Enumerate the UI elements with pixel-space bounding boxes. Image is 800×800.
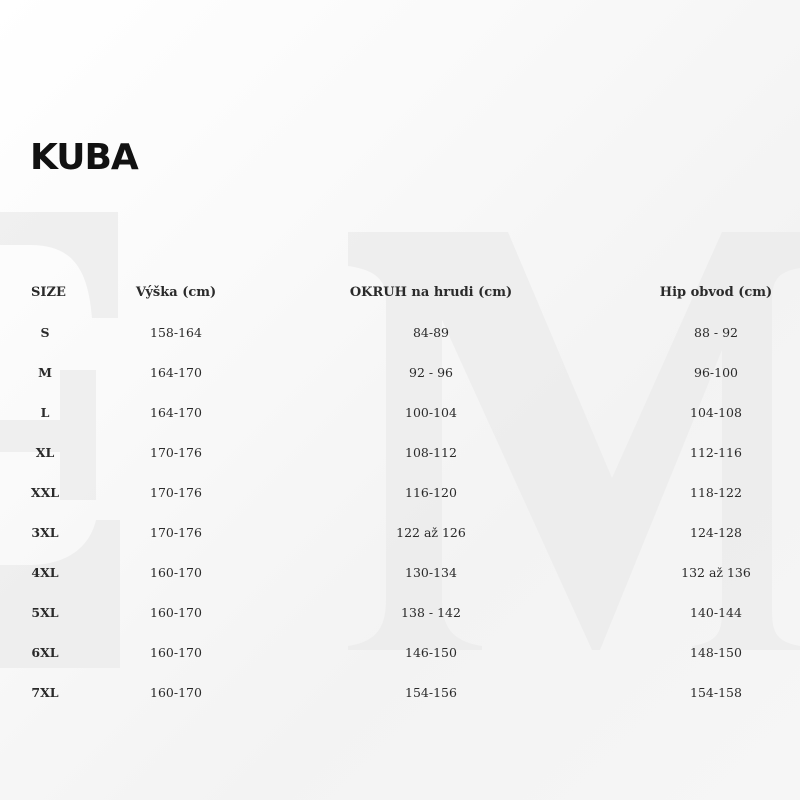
table-row — [0, 473, 800, 513]
cell-height: 160-170 — [150, 685, 202, 700]
cell-chest: 146-150 — [405, 645, 457, 660]
table-row — [0, 553, 800, 593]
cell-chest: 138 - 142 — [401, 605, 461, 620]
cell-height: 170-176 — [150, 445, 202, 460]
cell-chest: 116-120 — [405, 485, 457, 500]
header-hip: Hip obvod (cm) — [659, 285, 773, 300]
cell-chest: 122 až 126 — [396, 525, 466, 540]
cell-size: 4XL — [31, 565, 59, 580]
cell-hip: 118-122 — [690, 485, 742, 500]
cell-chest: 84-89 — [412, 325, 450, 340]
cell-hip: 96-100 — [694, 365, 738, 380]
cell-hip: 88 - 92 — [694, 325, 738, 340]
table-row — [0, 633, 800, 673]
table-row — [0, 673, 800, 713]
table-row — [0, 393, 800, 433]
cell-height: 160-170 — [150, 605, 202, 620]
header-chest: OKRUH na hrudi (cm) — [349, 285, 513, 300]
table-row — [0, 593, 800, 633]
cell-height: 170-176 — [150, 525, 202, 540]
cell-hip: 132 až 136 — [681, 565, 751, 580]
header-size: SIZE — [31, 285, 66, 300]
cell-hip: 154-158 — [690, 685, 742, 700]
cell-height: 158-164 — [150, 325, 202, 340]
cell-chest: 130-134 — [405, 565, 457, 580]
cell-chest: 100-104 — [405, 405, 457, 420]
cell-size: S — [40, 325, 50, 340]
table-row — [0, 513, 800, 553]
cell-hip: 140-144 — [690, 605, 742, 620]
cell-size: XL — [35, 445, 55, 460]
header-height: Výška (cm) — [135, 285, 217, 300]
cell-height: 160-170 — [150, 645, 202, 660]
cell-hip: 148-150 — [690, 645, 742, 660]
cell-height: 170-176 — [150, 485, 202, 500]
cell-chest: 154-156 — [405, 685, 457, 700]
cell-size: 7XL — [31, 685, 59, 700]
cell-size: 3XL — [31, 525, 59, 540]
size-chart-table — [0, 273, 800, 713]
cell-size: L — [40, 405, 50, 420]
cell-size: XXL — [30, 485, 60, 500]
table-header-row — [0, 273, 800, 313]
cell-chest: 92 - 96 — [409, 365, 453, 380]
table-row — [0, 433, 800, 473]
cell-chest: 108-112 — [405, 445, 457, 460]
cell-size: 5XL — [31, 605, 59, 620]
cell-size: 6XL — [31, 645, 59, 660]
cell-hip: 124-128 — [690, 525, 742, 540]
cell-hip: 112-116 — [690, 445, 742, 460]
product-title: KUBA — [30, 137, 138, 178]
cell-size: M — [38, 365, 52, 380]
cell-hip: 104-108 — [690, 405, 742, 420]
cell-height: 164-170 — [150, 405, 202, 420]
cell-height: 160-170 — [150, 565, 202, 580]
table-row — [0, 313, 800, 353]
table-row — [0, 353, 800, 393]
cell-height: 164-170 — [150, 365, 202, 380]
